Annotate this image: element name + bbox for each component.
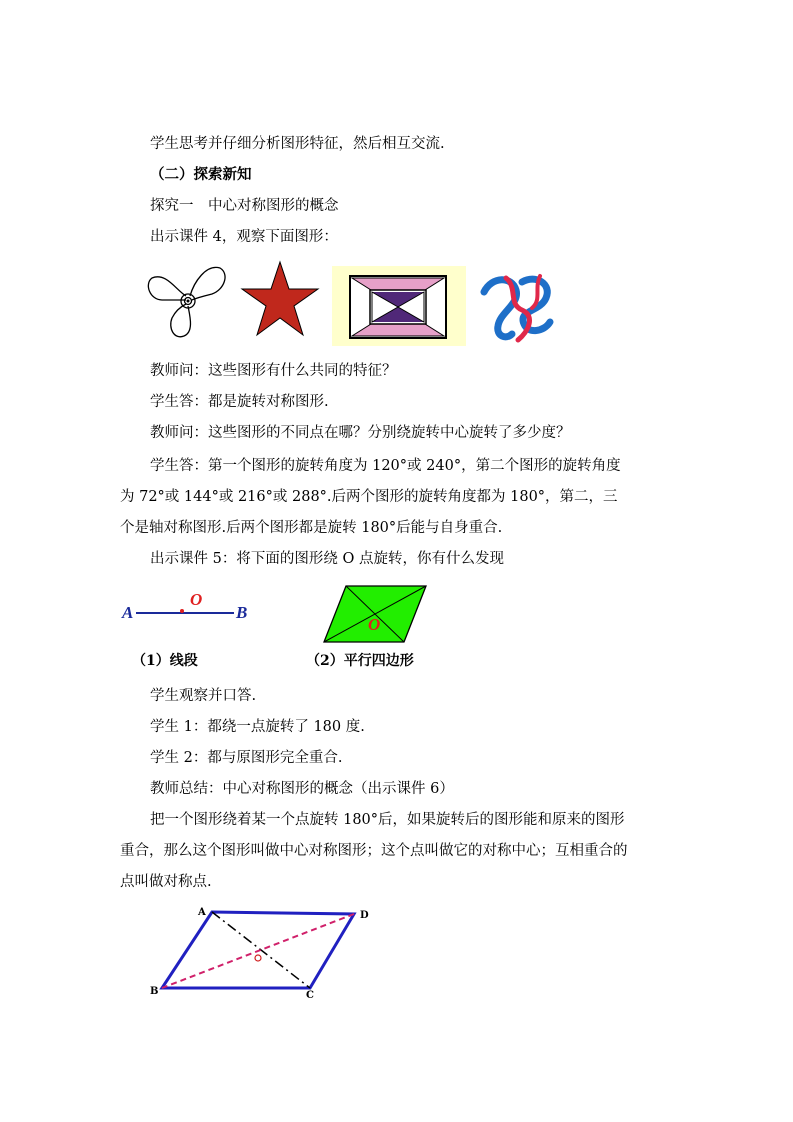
segment-figure [118, 586, 258, 626]
text-line-1: 学生思考并仔细分析图形特征，然后相互交流. [150, 136, 445, 152]
text-line-5: 教师问：这些图形有什么共同的特征？ [150, 363, 397, 379]
rectangle-pattern-figure [332, 266, 466, 346]
section-heading: （二）探索新知 [150, 166, 252, 183]
vertex-label-b: B [150, 986, 159, 997]
parallelogram-label-o: O [368, 615, 381, 634]
text-line-11: 出示课件 5：将下面的图形绕 O 点旋转，你有什么发现 [150, 551, 504, 567]
text-line-3: 探究一 中心对称图形的概念 [150, 198, 339, 214]
text-line-18: 点叫做对称点. [120, 874, 212, 890]
abcd-parallelogram-figure [146, 900, 376, 1004]
text-line-14: 学生 2：都与原图形完全重合. [150, 750, 343, 766]
segment-label-b: B [236, 603, 248, 622]
text-line-15: 教师总结：中心对称图形的概念（出示课件 6） [150, 781, 454, 797]
vertex-label-c: C [306, 990, 314, 1001]
text-line-12: 学生观察并口答. [150, 688, 257, 704]
segment-label-a: A [122, 603, 134, 622]
vertex-label-a: A [198, 907, 206, 918]
text-line-6: 学生答：都是旋转对称图形. [150, 394, 329, 410]
text-line-8: 学生答：第一个图形的旋转角度为 120°或 240°，第二个图形的旋转角度 [150, 458, 621, 474]
text-line-7: 教师问：这些图形的不同点在哪？分别绕旋转中心旋转了多少度？ [150, 425, 571, 441]
text-line-17: 重合，那么这个图形叫做中心对称图形；这个点叫做它的对称中心；互相重合的 [120, 843, 628, 859]
star-figure [240, 260, 320, 338]
text-line-10: 个是轴对称图形.后两个图形都是旋转 180°后能与自身重合. [120, 520, 503, 536]
logo-symbol-figure [478, 270, 558, 344]
segment-caption: （1）线段 [132, 653, 198, 669]
vertex-label-d: D [360, 910, 369, 921]
fan-figure [146, 260, 230, 340]
text-line-13: 学生 1：都绕一点旋转了 180 度. [150, 719, 365, 735]
text-line-9: 为 72°或 144°或 216°或 288°.后两个图形的旋转角度都为 180°，第二，三 [120, 489, 618, 505]
text-line-4: 出示课件 4，观察下面图形： [150, 229, 338, 245]
parallelogram-caption: （2）平行四边形 [306, 653, 414, 669]
text-line-16: 把一个图形绕着某一个点旋转 180°后，如果旋转后的图形能和原来的图形 [150, 812, 625, 828]
parallelogram-figure [322, 584, 432, 644]
segment-label-o: O [190, 590, 203, 609]
